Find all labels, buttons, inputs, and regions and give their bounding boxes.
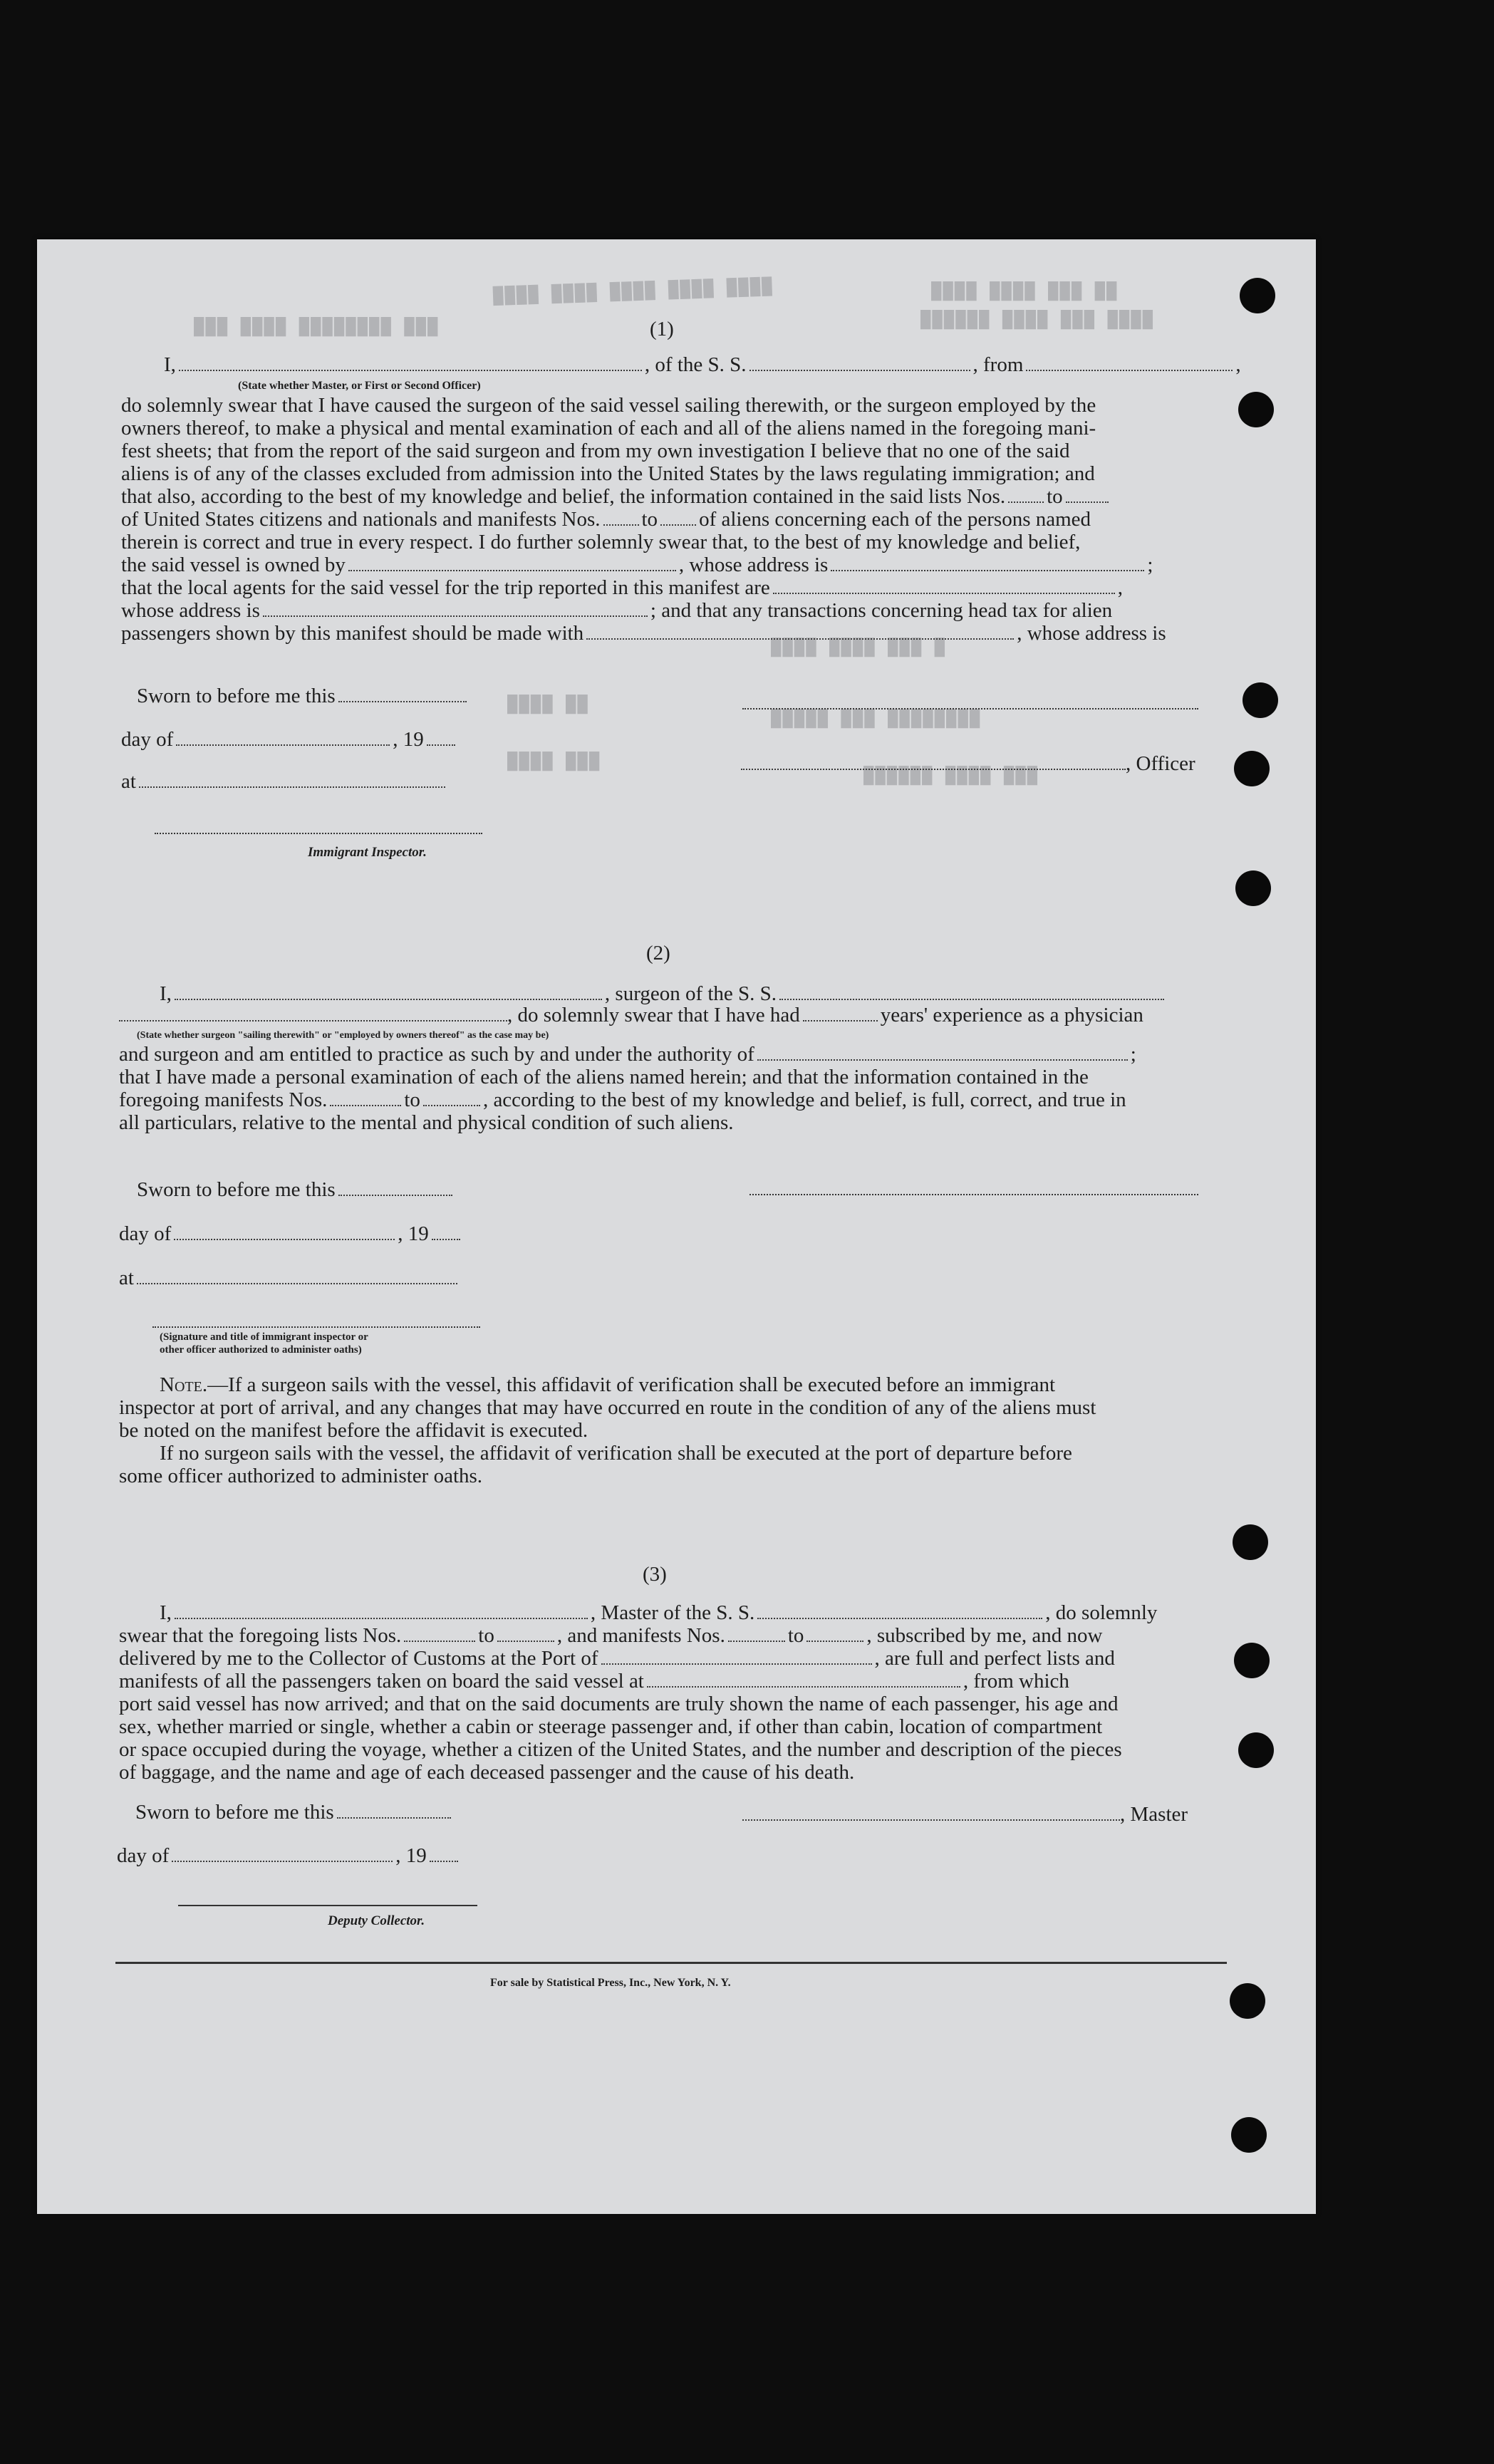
punch-hole xyxy=(1238,1732,1274,1768)
punch-hole xyxy=(1243,682,1278,718)
section-3-day-line: day of , 19 xyxy=(117,1844,461,1867)
section-3-heading: (3) xyxy=(643,1563,667,1586)
bleed-through-text: ████ ████ ███ ██ xyxy=(931,282,1119,301)
section-2-signature-rule xyxy=(152,1326,480,1328)
section-1-oath-line: I, , of the S. S. , from , xyxy=(164,353,1241,376)
bleed-through-text: ██████ ████ ███ xyxy=(863,766,1039,786)
section-3-body-line: port said vessel has now arrived; and that on the said documents are truly shown the name of each passenger, his age and xyxy=(119,1693,1119,1715)
section-1-body-line: owners thereof, to make a physical and mental examination of each and all of the aliens named in the foregoing mani- xyxy=(121,417,1096,440)
section-3-body-line: of baggage, and the name and age of each deceased passenger and the cause of his death. xyxy=(119,1761,855,1784)
section-2-heading: (2) xyxy=(646,942,670,965)
bleed-through-text: ████ ██ xyxy=(507,695,589,714)
section-2-body-line: and surgeon and am entitled to practice as such by and under the authority of ; xyxy=(119,1043,1136,1066)
section-1-caption: (State whether Master, or First or Second Officer) xyxy=(238,380,481,392)
section-3-body-line: manifests of all the passengers taken on board the said vessel at , from which xyxy=(119,1670,1069,1693)
punch-hole xyxy=(1238,392,1274,427)
section-1-right-rule-1 xyxy=(742,708,1198,709)
section-1-at-line: at xyxy=(121,770,448,793)
section-3-body-line: sex, whether married or single, whether a cabin or steerage passenger and, if other than cabin, location of compartment xyxy=(119,1715,1103,1738)
section-1-body-line: whose address is ; and that any transactions concerning head tax for alien xyxy=(121,599,1113,622)
section-2-at-line: at xyxy=(119,1267,460,1289)
punch-hole xyxy=(1230,1983,1265,2019)
section-1-body-line: the said vessel is owned by , whose address is ; xyxy=(121,553,1153,576)
section-2-day-line: day of , 19 xyxy=(119,1222,463,1245)
bleed-through-text: █████ ███ ████████ xyxy=(771,709,982,729)
section-1-body-line: fest sheets; that from the report of the said surgeon and from my own investigation I believe that no one of the said xyxy=(121,440,1070,462)
note-line: some officer authorized to administer oaths. xyxy=(119,1465,483,1487)
section-1-officer-line: , Officer xyxy=(741,752,1195,775)
section-2-body-line: all particulars, relative to the mental and physical condition of such aliens. xyxy=(119,1111,734,1134)
section-3-body-line: swear that the foregoing lists Nos. to , and manifests Nos. to , subscribed by me, and now xyxy=(119,1624,1103,1647)
section-1-signature-rule xyxy=(155,833,482,834)
bleed-through-text: ████ ███ xyxy=(507,752,601,771)
footer-rule xyxy=(115,1962,1227,1964)
section-1-body-line: aliens is of any of the classes excluded from admission into the United States by the laws regulating immigration; and xyxy=(121,462,1095,485)
section-2-swear-line: , do solemnly swear that I have had years' experience as a physician xyxy=(119,1004,1143,1026)
section-2-signature-caption: (Signature and title of immigrant inspector or xyxy=(160,1331,368,1343)
bleed-through-text: ███ ████ ████████ ███ xyxy=(194,318,440,337)
section-3-sworn-line: Sworn to before me this xyxy=(135,1801,454,1824)
punch-hole xyxy=(1234,1643,1270,1678)
section-1-heading: (1) xyxy=(650,318,674,341)
punch-hole xyxy=(1231,2117,1267,2153)
section-2-caption: (State whether surgeon "sailing therewith" or "employed by owners thereof" as the case may be) xyxy=(137,1030,549,1041)
section-3-body-line: or space occupied during the voyage, whether a citizen of the United States, and the number and description of the pieces xyxy=(119,1738,1122,1761)
note-line: inspector at port of arrival, and any changes that may have occurred en route in the condition of any of the aliens must xyxy=(119,1396,1096,1419)
section-2-signature-caption: other officer authorized to administer oaths) xyxy=(160,1344,362,1356)
section-1-body-line: do solemnly swear that I have caused the surgeon of the said vessel sailing therewith, or the surgeon employed by the xyxy=(121,394,1096,417)
section-2-oath-line: I, , surgeon of the S. S. xyxy=(160,982,1167,1005)
bleed-through-text: ██████ ████ ███ ████ xyxy=(920,311,1155,330)
section-2-right-rule xyxy=(749,1194,1198,1195)
section-2-body-line: foregoing manifests Nos. to , according to the best of my knowledge and belief, is full, correct, and true in xyxy=(119,1088,1126,1111)
section-2-sworn-line: Sworn to before me this xyxy=(137,1178,455,1201)
punch-hole xyxy=(1235,870,1271,906)
punch-hole xyxy=(1240,278,1275,313)
note-line: be noted on the manifest before the affidavit is executed. xyxy=(119,1419,588,1442)
section-3-signature-caption: Deputy Collector. xyxy=(328,1913,425,1928)
section-3-body-line: delivered by me to the Collector of Customs at the Port of , are full and perfect lists and xyxy=(119,1647,1115,1670)
footer-imprint: For sale by Statistical Press, Inc., New York, N. Y. xyxy=(490,1977,731,1989)
section-1-sworn-line: Sworn to before me this xyxy=(137,685,470,707)
section-1-body-line: of United States citizens and nationals and manifests Nos. to of aliens concerning each of the persons named xyxy=(121,508,1091,531)
punch-hole xyxy=(1234,751,1270,786)
section-3-signature-rule xyxy=(178,1905,477,1906)
bleed-through-text: ████ ████ ███ █ xyxy=(771,638,947,657)
section-1-day-line: day of , 19 xyxy=(121,728,458,751)
section-2-body-line: that I have made a personal examination of each of the aliens named herein; and that the information contained in the xyxy=(119,1066,1089,1088)
section-1-signature-caption: Immigrant Inspector. xyxy=(308,845,427,860)
punch-hole xyxy=(1233,1524,1268,1560)
manifest-affidavit-page xyxy=(37,239,1316,2214)
note-line: If no surgeon sails with the vessel, the affidavit of verification shall be executed at the port of departure before xyxy=(160,1442,1072,1465)
section-3-master-line: , Master xyxy=(742,1803,1188,1826)
section-1-body-line: passengers shown by this manifest should be made with , whose address is xyxy=(121,622,1166,645)
section-1-body-line: therein is correct and true in every respect. I do further solemnly swear that, to the best of my knowledge and belief, xyxy=(121,531,1081,553)
note-line: Note.—If a surgeon sails with the vessel, this affidavit of verification shall be executed before an immigrant xyxy=(160,1373,1056,1396)
bleed-through-text: ████ ████ ████ ████ ████ xyxy=(492,277,774,306)
section-1-body-line: that the local agents for the said vessel for the trip reported in this manifest are , xyxy=(121,576,1124,599)
section-3-oath-line: I, , Master of the S. S. , do solemnly xyxy=(160,1601,1158,1624)
note-label: Note. xyxy=(160,1373,208,1396)
section-1-body-line: that also, according to the best of my knowledge and belief, the information contained in the said lists Nos. to xyxy=(121,485,1111,508)
